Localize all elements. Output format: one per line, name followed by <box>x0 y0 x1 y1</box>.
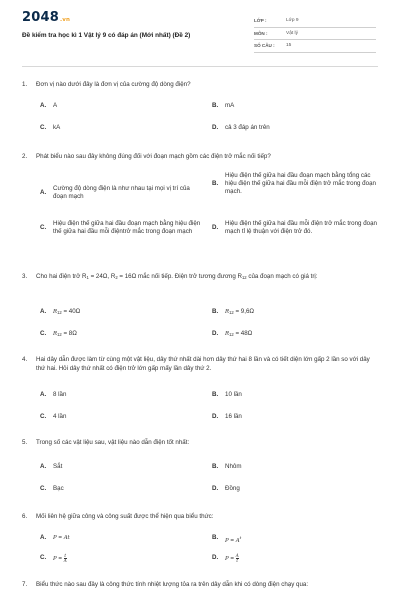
answer-option-d[interactable] <box>212 413 375 421</box>
option-value: = 48Ω <box>233 330 253 337</box>
question-text <box>22 512 378 521</box>
option-text: Sắt <box>53 463 63 470</box>
meta-table <box>254 15 376 53</box>
option-letter: C. <box>40 485 47 492</box>
count-label: SỐ CÂU : <box>254 43 275 49</box>
subject-value: Vật lý <box>286 30 298 36</box>
question-body: Mối liên hệ giữa công và công suất được thể hiện qua biểu thức: <box>36 513 214 520</box>
option-text: 8 lần <box>53 391 67 398</box>
answer-option-d[interactable] <box>212 124 375 132</box>
option-letter: C. <box>40 554 47 561</box>
subject-label: MÔN : <box>254 30 268 36</box>
meta-row-subject <box>254 28 376 41</box>
question-text <box>22 152 378 161</box>
subscript: 12 <box>241 275 247 280</box>
option-text: 4 lần <box>53 413 67 420</box>
answer-option-d[interactable] <box>212 485 375 493</box>
math-var: R <box>53 309 58 315</box>
option-letter: D. <box>212 224 219 232</box>
math-rhs: At <box>63 535 70 541</box>
logo-number: 2048 <box>22 10 59 25</box>
option-letter: A. <box>40 534 47 541</box>
question-number: 4. <box>22 356 28 363</box>
answer-option-c[interactable] <box>40 124 203 132</box>
option-text: P = At <box>53 534 70 541</box>
answer-option-a[interactable] <box>40 102 203 110</box>
question-number: 5. <box>22 439 28 446</box>
option-letter: D. <box>212 554 219 561</box>
math-lhs: P <box>225 538 229 545</box>
site-logo[interactable] <box>22 10 70 25</box>
math-lhs: P <box>225 556 229 563</box>
answer-option-c[interactable] <box>40 220 205 236</box>
fraction-denominator: A <box>63 558 67 563</box>
answer-option-d[interactable] <box>212 554 375 563</box>
option-letter: C. <box>40 224 47 232</box>
option-letter: C. <box>40 124 47 131</box>
option-text: Hiệu điện thế giữa hai đầu đoạn mạch bằng tổng các hiệu điện thế giữa hai đầu mỗi điện trở mắc trong đoạn mạch. <box>225 172 376 196</box>
question-body: Hai dây dẫn được làm từ cùng một vật liệu, dây thứ nhất dài hơn dây thứ hai 8 lần và có tiết diện lớn gấp 2 lần so với dây thứ hai. Hỏi dây thứ nhất có điện trở lớn gấp mấy lần dây thứ 2. <box>36 356 370 372</box>
option-text: Bạc <box>53 485 64 492</box>
page-header <box>0 0 400 62</box>
question-7 <box>22 580 378 589</box>
option-letter: A. <box>40 308 47 315</box>
option-letter: B. <box>212 534 219 541</box>
answer-option-d[interactable] <box>212 330 375 339</box>
question-body: Đơn vị nào dưới đây là đơn vị của cường độ dòng điện? <box>36 81 191 88</box>
option-text <box>225 330 375 339</box>
class-label: LỚP : <box>254 18 267 24</box>
question-1 <box>22 80 378 131</box>
option-text: A <box>53 102 58 109</box>
question-text-part: = 24Ω, R <box>88 273 116 280</box>
option-letter: B. <box>212 463 219 470</box>
option-text <box>53 308 203 317</box>
question-2 <box>22 152 378 236</box>
question-text-part: của đoạn mạch có giá trị: <box>246 273 318 280</box>
answer-option-c[interactable] <box>40 554 203 563</box>
option-text: $P = A^t$ <box>225 535 242 545</box>
option-letter: D. <box>212 124 219 131</box>
fraction-denominator: t <box>236 558 239 563</box>
option-letter: A. <box>40 102 47 109</box>
option-letter: D. <box>212 485 219 492</box>
question-4 <box>22 355 378 420</box>
document-title: Đề kiểm tra học kì 1 Vật lý 9 có đáp án (Mới nhất) (Đề 2) <box>22 32 191 39</box>
option-letter: C. <box>40 413 47 420</box>
option-letter: C. <box>40 330 47 337</box>
question-text <box>22 580 378 589</box>
option-text: cả 3 đáp án trên <box>225 124 270 131</box>
logo-suffix: .vn <box>59 17 71 23</box>
question-number: 1. <box>22 81 28 88</box>
question-text <box>22 80 378 89</box>
option-text: Hiệu điện thế giữa hai đầu mỗi điện trở mắc trong đoạn mạch tỉ lệ thuận với điện trở đó. <box>225 220 377 236</box>
option-text: Cường độ dòng điện là như nhau tại mọi vị trí của đoạn mạch <box>53 184 190 200</box>
question-number: 7. <box>22 581 28 588</box>
answer-option-a[interactable] <box>40 180 205 206</box>
answer-option-a[interactable] <box>40 308 203 317</box>
option-value: = 40Ω <box>61 308 81 315</box>
question-number: 2. <box>22 153 28 160</box>
fraction-numerator: t <box>64 553 67 558</box>
count-value: 15 <box>286 43 292 49</box>
option-text <box>53 330 203 339</box>
answer-option-a[interactable] <box>40 463 203 471</box>
math-var: R <box>225 331 230 337</box>
answer-option-c[interactable] <box>40 330 203 339</box>
math-superscript: t <box>239 535 242 540</box>
question-body: Phát biểu nào sau đây không đúng đối với đoạn mạch gồm các điện trở mắc nối tiếp? <box>36 153 271 160</box>
question-body <box>36 272 378 282</box>
option-text: 16 lần <box>225 413 242 420</box>
subscript: 1 <box>86 275 89 280</box>
answer-option-b[interactable] <box>212 102 375 110</box>
math-var: R <box>225 309 230 315</box>
subscript: 12 <box>229 332 234 337</box>
subscript: 12 <box>229 310 234 315</box>
meta-row-count <box>254 40 376 53</box>
option-letter: B. <box>212 180 219 188</box>
question-text-part: Cho hai điện trở R <box>36 273 87 280</box>
question-number: 6. <box>22 513 28 520</box>
answer-option-b[interactable] <box>212 463 375 471</box>
option-letter: A. <box>40 463 47 470</box>
option-value: = 8Ω <box>61 330 77 337</box>
math-var: R <box>53 331 58 337</box>
subscript: 2 <box>115 275 118 280</box>
option-letter: B. <box>212 102 219 109</box>
option-text <box>225 308 375 317</box>
answer-option-b[interactable] <box>212 534 375 545</box>
question-text <box>22 272 378 282</box>
question-text <box>22 438 378 447</box>
answer-option-c[interactable] <box>40 413 203 421</box>
question-body: Biểu thức nào sau đây là công thức tính nhiệt lượng tỏa ra trên dây dẫn khi có dòng điện chạy qua: <box>36 581 309 588</box>
math-rhs: A <box>235 538 240 545</box>
math-fraction <box>236 554 239 563</box>
math-lhs: P <box>53 535 57 541</box>
answer-option-b[interactable] <box>212 172 377 197</box>
option-text: kA <box>53 124 61 131</box>
option-letter: D. <box>212 330 219 337</box>
math-fraction <box>64 554 67 563</box>
answer-option-d[interactable] <box>212 220 377 236</box>
math-lhs: P <box>53 556 57 563</box>
answer-option-c[interactable] <box>40 485 203 493</box>
answer-option-b[interactable] <box>212 391 375 399</box>
option-letter: B. <box>212 391 219 398</box>
option-letter: D. <box>212 413 219 420</box>
question-text <box>22 355 378 373</box>
option-text: 10 lần <box>225 391 242 398</box>
fraction-numerator: A <box>235 553 239 558</box>
option-letter: A. <box>40 188 47 196</box>
header-divider <box>22 66 378 67</box>
question-text-part: = 16Ω mắc nối tiếp. Điện trở tương đương R <box>117 273 242 280</box>
option-text: mA <box>225 102 235 109</box>
option-text: P = $\frac{t}{A}$ <box>53 553 67 563</box>
option-letter: A. <box>40 391 47 398</box>
question-5 <box>22 438 378 492</box>
question-body: Trong số các vật liệu sau, vật liệu nào dẫn điện tốt nhất: <box>36 439 190 446</box>
option-text: Nhôm <box>225 463 242 470</box>
answer-option-b[interactable] <box>212 308 375 317</box>
option-text: Đồng <box>225 485 240 492</box>
question-6 <box>22 512 378 563</box>
option-letter: B. <box>212 308 219 315</box>
subscript: 12 <box>57 332 62 337</box>
question-number: 3. <box>22 273 28 280</box>
option-text: Hiệu điện thế giữa hai đầu đoạn mạch bằng hiệu điện thế giữa hai đầu mỗi điệntrở mắc trong đoạn mạch <box>53 220 201 236</box>
meta-row-class <box>254 15 376 28</box>
answer-option-a[interactable] <box>40 534 203 542</box>
option-value: = 9,6Ω <box>233 308 255 315</box>
class-value: Lớp 9 <box>286 18 299 24</box>
subscript: 12 <box>57 310 62 315</box>
option-text: P = $\frac{A}{t}$ <box>225 553 239 563</box>
answer-option-a[interactable] <box>40 391 203 399</box>
